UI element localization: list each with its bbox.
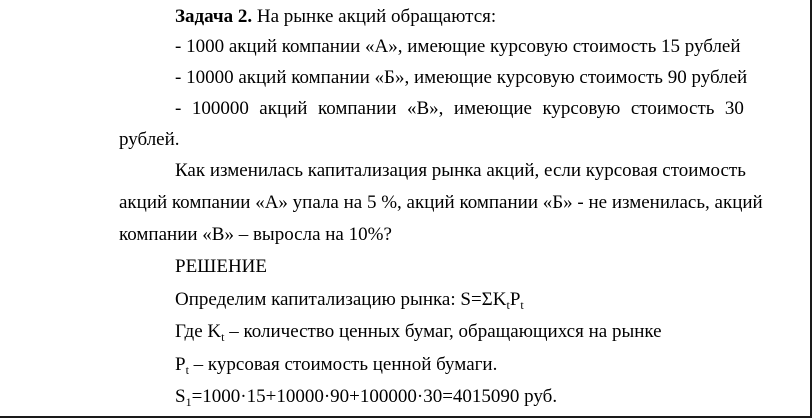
item-c-word: 30 [724, 98, 744, 119]
s1-subscript: 1 [185, 395, 192, 409]
k-subscript: t [221, 330, 225, 344]
k-definition-line [175, 320, 662, 344]
k-symbol: Где K [175, 321, 222, 342]
task-intro: На рынке акций обращаются: [252, 6, 497, 27]
item-c-word: компании [317, 98, 397, 119]
item-c-word: стоимость [630, 98, 715, 119]
capitalization-subscript: t [506, 298, 510, 312]
capitalization-label: Определим капитализацию рынка: S=ΣK [175, 289, 507, 310]
p-subscript: t [185, 363, 189, 377]
task-title: Задача 2. [175, 6, 253, 27]
solution-heading: РЕШЕНИЕ [175, 256, 267, 277]
item-c-word: «В», [406, 98, 444, 119]
k-definition: – количество ценных бумаг, обращающихся на рынке [224, 321, 662, 342]
task-heading-line [175, 5, 496, 29]
p-definition: – курсовая стоимость ценной бумаги. [188, 354, 498, 375]
item-c-word: имеющие [453, 98, 532, 119]
s1-formula: =1000·15+10000·90+100000·30=4015090 руб. [191, 386, 558, 407]
question-line-1: Как изменилась капитализация рынка акций, если курсовая стоимость [175, 160, 746, 181]
question-line-2: акций компании «А» упала на 5 %, акций компании «Б» - не изменилась, акций [119, 192, 763, 213]
s1-formula-line [175, 385, 557, 409]
item-a: - 1000 акций компании «А», имеющие курсовую стоимость 15 рублей [175, 36, 741, 57]
item-c-word: курсовую [542, 98, 621, 119]
item-b: - 10000 акций компании «Б», имеющие курсовую стоимость 90 рублей [175, 67, 748, 88]
question-line-3: компании «В» – выросла на 10%? [119, 224, 392, 245]
s1-symbol: S [175, 386, 186, 407]
item-c-word: 100000 [191, 98, 249, 119]
p-definition-line [175, 353, 497, 377]
capitalization-price: P [509, 289, 521, 310]
item-c-end: рублей. [119, 129, 180, 150]
p-symbol: P [175, 354, 186, 375]
item-c-word: - [175, 98, 182, 119]
item-c-word: акций [259, 98, 308, 119]
capitalization-subscript: t [520, 298, 524, 312]
item-c-line [175, 97, 744, 121]
capitalization-line [175, 288, 524, 312]
